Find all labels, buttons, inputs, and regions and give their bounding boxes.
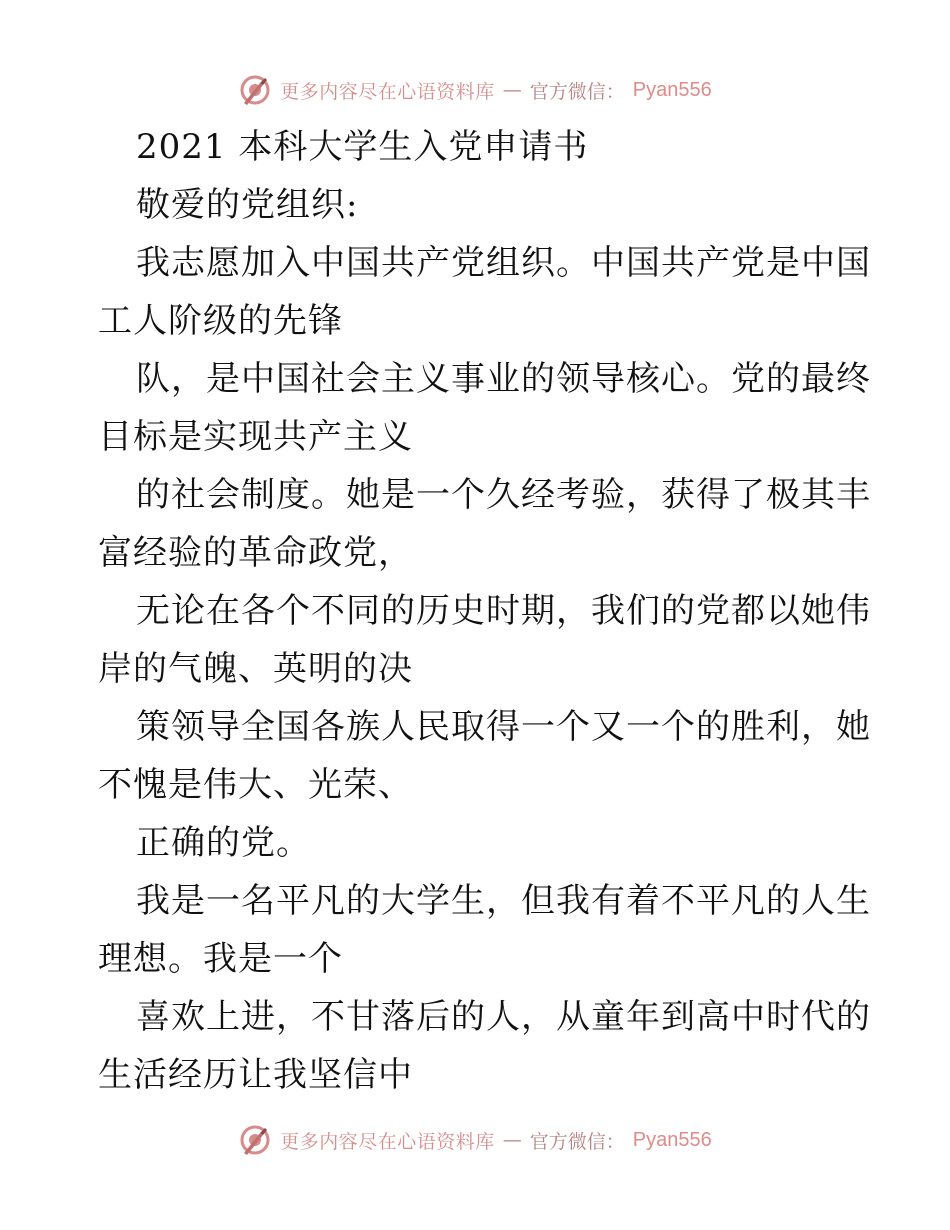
- document-title: 2021 本科大学生入党申请书: [136, 127, 589, 167]
- document-line: 目标是实现共产主义: [98, 417, 413, 457]
- pen-seal-logo-icon: [238, 73, 272, 107]
- banner-separator: —: [502, 1129, 522, 1151]
- document-line: 队，是中国社会主义事业的领导核心。党的最终: [136, 359, 871, 399]
- document-line: 我是一名平凡的大学生，但我有着不平凡的人生: [136, 881, 871, 921]
- banner-text: 更多内容尽在心语资料库: [280, 80, 495, 103]
- document-line: 理想。我是一个: [98, 939, 343, 979]
- header-watermark-banner: [0, 70, 950, 110]
- document-line: 敬爱的党组织:: [136, 185, 359, 225]
- document-line: 我志愿加入中国共产党组织。中国共产党是中国: [136, 243, 871, 283]
- document-line: 富经验的革命政党，: [98, 533, 413, 573]
- banner-wechat-id: Pyan556: [632, 1128, 712, 1151]
- pen-seal-logo-icon: [238, 1123, 272, 1157]
- document-line: 策领导全国各族人民取得一个又一个的胜利，她: [136, 707, 871, 747]
- document-line: 岸的气魄、英明的决: [98, 649, 413, 689]
- document-line: 不愧是伟大、光荣、: [98, 765, 413, 805]
- document-body: [98, 118, 871, 1104]
- banner-text: 更多内容尽在心语资料库: [280, 1130, 495, 1153]
- document-line: 的社会制度。她是一个久经考验，获得了极其丰: [136, 475, 871, 515]
- banner-wechat-label: 官方微信：: [529, 1130, 625, 1153]
- banner-wechat-label: 官方微信：: [529, 80, 625, 103]
- footer-watermark-banner: [0, 1120, 950, 1160]
- banner-wechat-id: Pyan556: [632, 78, 712, 101]
- document-line: 工人阶级的先锋: [98, 301, 343, 341]
- document-line: 喜欢上进，不甘落后的人，从童年到高中时代的: [136, 997, 871, 1037]
- document-line: 无论在各个不同的历史时期，我们的党都以她伟: [136, 591, 871, 631]
- document-line: 正确的党。: [136, 823, 311, 863]
- document-line: 生活经历让我坚信中: [98, 1055, 413, 1095]
- banner-separator: —: [502, 79, 522, 101]
